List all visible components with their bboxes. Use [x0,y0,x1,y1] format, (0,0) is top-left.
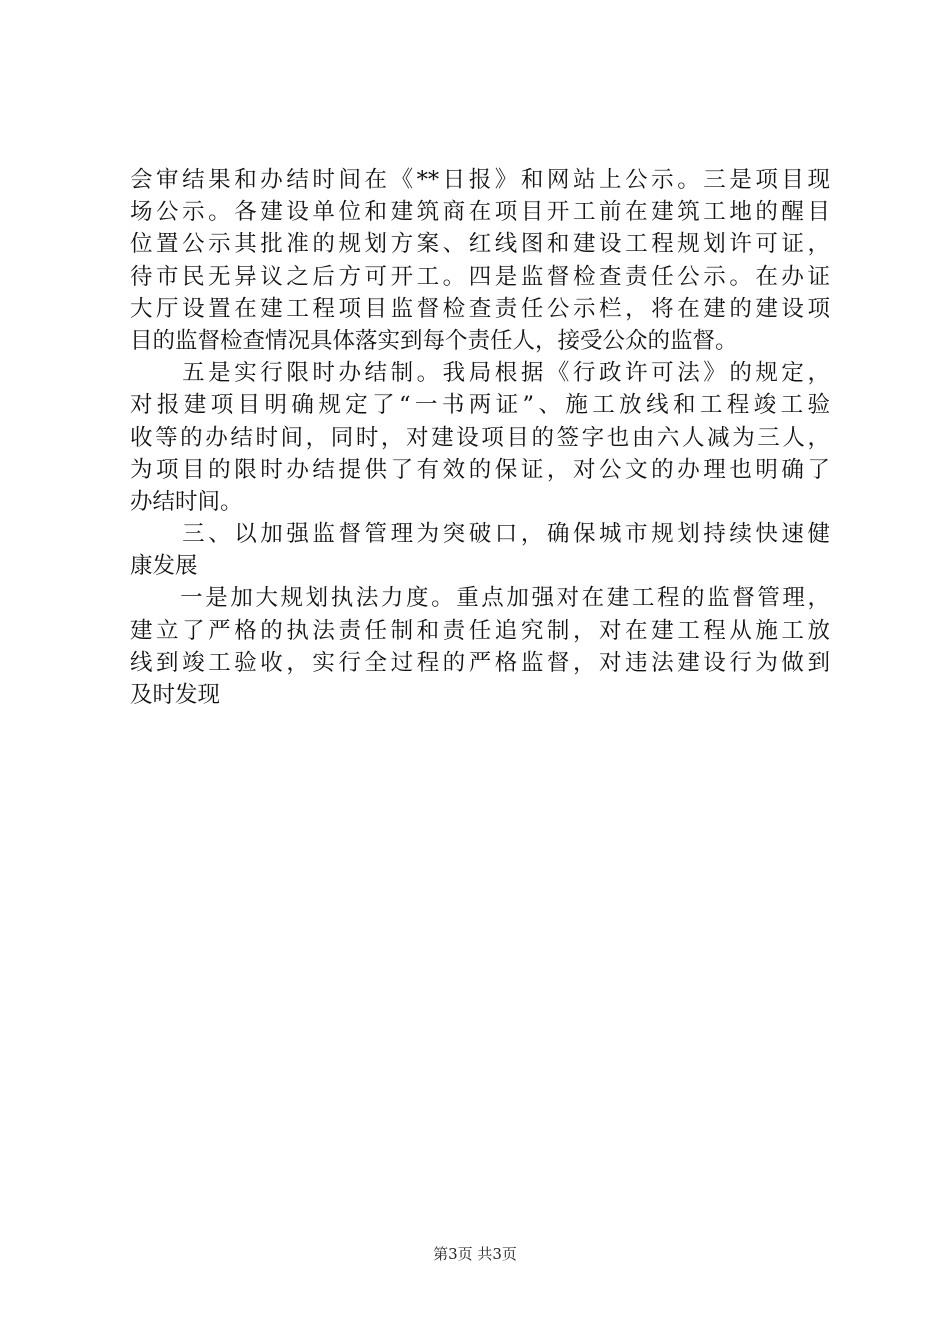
section-heading-line: 康发展 [130,553,198,580]
body-text [130,164,830,711]
text-line: 收等的办结时间，同时，对建设项目的签字也由六人减为三人， [130,424,830,451]
text-line: 办结时间。 [130,488,243,515]
text-line: 为项目的限时办结提供了有效的保证，对公文的办理也明确了 [130,456,830,483]
text-line: 目的监督检查情况具体落实到每个责任人，接受公众的监督。 [130,327,738,354]
text-line: 建立了严格的执法责任制和责任追究制，对在建工程从施工放 [130,617,830,644]
text-line: 待市民无异议之后方可开工。四是监督检查责任公示。在办证 [130,263,830,290]
text-line: 线到竣工验收，实行全过程的严格监督，对违法建设行为做到 [130,649,830,676]
text-line: 会审结果和办结时间在《**日报》和网站上公示。三是项目现 [130,167,830,193]
text-line: 五是实行限时办结制。我局根据《行政许可法》的规定， [130,360,830,387]
text-line: 大厅设置在建工程项目监督检查责任公示栏，将在建的建设项 [130,295,830,322]
page-footer: 第3页 共3页 [433,1245,517,1263]
section-heading-line: 三、以加强监督管理为突破口，确保城市规划持续快速健 [130,521,830,548]
text-line: 及时发现 [130,682,221,708]
text-line: 位置公示其批准的规划方案、红线图和建设工程规划许可证， [130,231,830,258]
text-line: 一是加大规划执法力度。重点加强对在建工程的监督管理， [130,585,830,612]
text-line: 对报建项目明确规定了“一书两证”、施工放线和工程竣工验 [130,392,830,419]
text-line: 场公示。各建设单位和建筑商在项目开工前在建筑工地的醒目 [130,199,830,226]
